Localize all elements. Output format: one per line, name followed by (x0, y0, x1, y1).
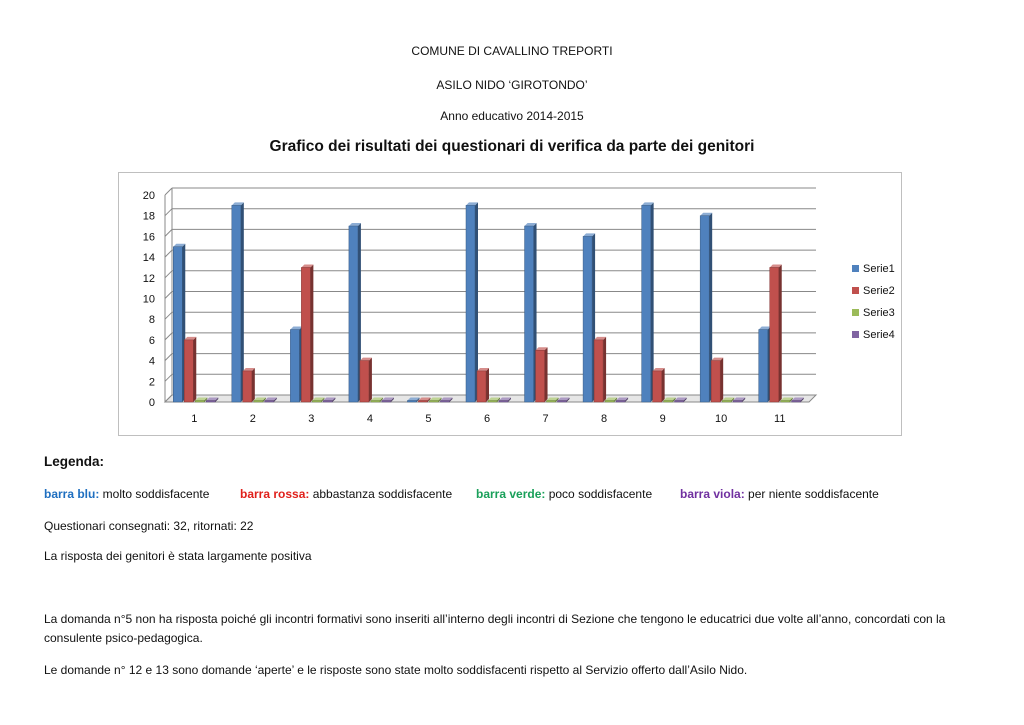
response-summary: La risposta dei genitori è stata largamente positiva (44, 549, 312, 563)
legend-item-red (240, 487, 452, 501)
bar-serie2-cat-3 (301, 267, 310, 402)
bar-side (720, 358, 723, 402)
bar-serie1-cat-10 (700, 216, 709, 402)
gridline-side (165, 374, 172, 381)
header-school-year: Anno educativo 2014-2015 (440, 109, 584, 123)
bar-serie4-cat-1 (206, 401, 215, 403)
bar-serie3-cat-9 (664, 401, 673, 403)
legend-swatch-serie3 (852, 309, 859, 316)
bar-serie4-cat-6 (499, 401, 508, 403)
legend-label-serie4: Serie4 (863, 329, 895, 341)
legend-swatch-serie1 (852, 265, 859, 272)
bar-side (603, 337, 606, 402)
y-tick-label: 8 (148, 314, 155, 327)
y-tick-label: 12 (142, 272, 155, 285)
bar-serie1-cat-1 (173, 247, 182, 402)
bar-serie3-cat-4 (371, 401, 380, 403)
x-tick-label: 8 (601, 413, 608, 425)
x-tick-label: 11 (774, 413, 786, 425)
legend-label-serie2: Serie2 (863, 285, 895, 297)
bar-serie3-cat-3 (312, 401, 321, 403)
questionnaire-counts: Questionari consegnati: 32, ritornati: 22 (44, 519, 254, 533)
bar-serie2-cat-4 (360, 361, 369, 402)
bar-serie4-cat-4 (382, 401, 391, 403)
bar-serie4-cat-5 (440, 401, 449, 403)
y-tick-label: 14 (142, 252, 155, 265)
bar-serie4-cat-2 (265, 401, 274, 403)
y-tick-label: 20 (142, 190, 155, 202)
y-tick-label: 4 (148, 355, 155, 368)
y-tick-label: 2 (148, 376, 155, 389)
legend-key-violet: barra viola: (680, 487, 745, 501)
gridline-side (165, 292, 172, 299)
bar-side (310, 264, 313, 402)
bar-side (486, 368, 489, 402)
x-tick-label: 9 (659, 413, 666, 425)
legend-heading: Legenda: (44, 454, 105, 469)
gridline-side (165, 333, 172, 340)
y-tick-label: 18 (142, 210, 155, 223)
header-nursery: ASILO NIDO ‘GIROTONDO’ (436, 78, 588, 92)
gridline-side (165, 250, 172, 257)
x-tick-label: 3 (308, 413, 315, 425)
bar-serie1-cat-2 (232, 205, 241, 402)
bar-serie1-cat-5 (407, 401, 416, 403)
legend-key-green: barra verde: (476, 487, 546, 501)
gridline-side (165, 209, 172, 216)
bar-serie4-cat-3 (323, 401, 332, 403)
bar-serie3-cat-5 (429, 401, 438, 403)
legend-label-serie1: Serie1 (863, 263, 895, 275)
bar-serie1-cat-4 (349, 226, 358, 402)
x-tick-label: 4 (366, 413, 373, 425)
gridline-side (165, 229, 172, 236)
bar-serie3-cat-1 (195, 401, 204, 403)
legend-text-violet: per niente soddisfacente (744, 487, 879, 501)
bar-serie2-cat-8 (594, 340, 603, 402)
bar-serie2-cat-9 (653, 371, 662, 402)
legend-swatch-serie4 (852, 331, 859, 338)
legend-key-red: barra rossa: (240, 487, 310, 501)
x-tick-label: 10 (715, 413, 728, 425)
legend-text-blue: molto soddisfacente (99, 487, 210, 501)
legend-label-serie3: Serie3 (863, 307, 895, 319)
gridline-side (165, 354, 172, 361)
bar-serie1-cat-7 (525, 226, 534, 402)
bar-serie2-cat-10 (711, 361, 720, 402)
bar-serie4-cat-7 (558, 401, 567, 403)
chart-frame (118, 172, 902, 436)
x-tick-label: 6 (483, 413, 491, 425)
bar-serie3-cat-6 (488, 401, 497, 403)
legend-key-blue: barra blu: (44, 487, 100, 501)
bar-serie1-cat-11 (759, 330, 768, 402)
bar-serie3-cat-2 (254, 401, 263, 403)
bar-side (779, 264, 782, 402)
bar-serie2-cat-7 (536, 350, 545, 402)
y-tick-label: 16 (142, 231, 155, 244)
legend-item-violet (680, 487, 879, 501)
bar-chart (119, 173, 903, 437)
bar-side (369, 358, 372, 402)
bar-serie2-cat-5 (418, 401, 427, 403)
legend-item-blue (44, 487, 209, 501)
y-tick-label: 0 (148, 397, 155, 409)
bar-serie2-cat-6 (477, 371, 486, 402)
bar-serie2-cat-11 (770, 267, 779, 402)
bar-serie4-cat-10 (733, 401, 742, 403)
header-municipality: COMUNE DI CAVALLINO TREPORTI (411, 44, 613, 58)
bar-serie3-cat-11 (781, 401, 790, 403)
y-tick-label: 6 (148, 334, 155, 347)
legend-swatch-serie2 (852, 287, 859, 294)
gridline-side (165, 188, 172, 195)
bar-serie1-cat-8 (583, 236, 592, 402)
questions-12-13-note: Le domande n° 12 e 13 sono domande ‘aperte’ e le risposte sono state molto soddisfacenti rispetto al Servizio offerto dall’Asilo Nido. (44, 663, 748, 677)
bar-serie3-cat-7 (547, 401, 556, 403)
bar-serie3-cat-10 (722, 401, 731, 403)
bar-serie2-cat-2 (243, 371, 252, 402)
legend-text-green: poco soddisfacente (545, 487, 653, 501)
bar-serie4-cat-8 (616, 401, 625, 403)
bar-serie2-cat-1 (184, 340, 193, 402)
x-tick-label: 7 (542, 413, 549, 425)
bar-serie1-cat-9 (642, 205, 651, 402)
x-tick-label: 2 (249, 413, 256, 425)
document-title: Grafico dei risultati dei questionari di verifica da parte dei genitori (269, 138, 755, 155)
x-tick-label: 1 (191, 413, 198, 425)
bar-side (252, 368, 255, 402)
bar-serie1-cat-6 (466, 205, 475, 402)
bar-serie3-cat-8 (605, 401, 614, 403)
bar-serie4-cat-9 (675, 401, 684, 403)
bar-serie4-cat-11 (792, 401, 801, 403)
x-tick-label: 5 (425, 413, 432, 425)
y-tick-label: 10 (142, 293, 155, 306)
bar-serie1-cat-3 (290, 330, 299, 402)
legend-item-green (476, 487, 652, 501)
gridline-side (165, 312, 172, 319)
question-5-note: La domanda n°5 non ha risposta poiché gli incontri formativi sono inseriti all’interno degli incontri di Sezione che tengono le educatrici due volte all’anno, concordati con la consulente psico-pedagogica. (44, 612, 946, 645)
bar-side (545, 347, 548, 402)
gridline-side (165, 271, 172, 278)
bar-side (193, 337, 196, 402)
legend-text-red: abbastanza soddisfacente (309, 487, 453, 501)
bar-side (662, 368, 665, 402)
